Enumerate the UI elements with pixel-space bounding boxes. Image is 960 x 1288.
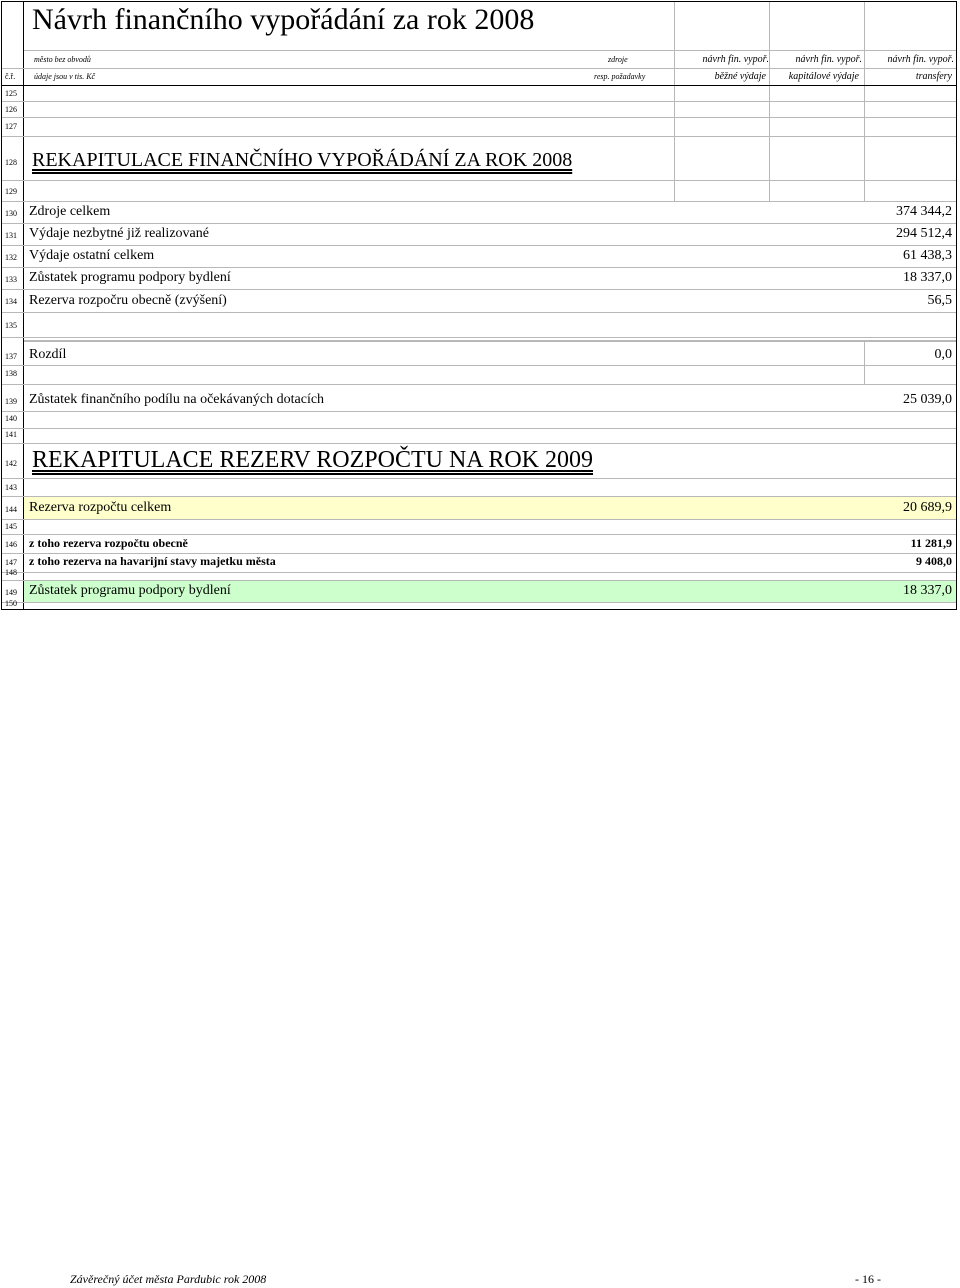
row-gridline — [2, 337, 956, 338]
row-gridline — [24, 50, 956, 51]
row-number: 146 — [5, 540, 17, 549]
row-gridline — [2, 223, 956, 224]
header-column-divider — [769, 2, 770, 202]
report-sheet — [1, 1, 957, 610]
row-gridline — [2, 312, 956, 313]
realized-expenses-value: 294 512,4 — [896, 226, 952, 241]
header-col-a-label: návrh fin. vypoř. — [702, 54, 769, 65]
row-number: 145 — [5, 522, 17, 531]
sources-total-label: Zdroje celkem — [29, 204, 111, 219]
row-number: 147 — [5, 558, 17, 567]
row-number: 143 — [5, 483, 17, 492]
row-number: 125 — [5, 89, 17, 98]
row-number: 141 — [5, 430, 17, 439]
header-city-label: město bez obvodů — [34, 55, 91, 64]
header-col-b-label: návrh fin. vypoř. — [795, 54, 862, 65]
row-number-column-divider — [23, 2, 24, 609]
section-heading-settlement: REKAPITULACE FINANČNÍHO VYPOŘÁDÁNÍ ZA ROK 2008 — [32, 149, 573, 171]
row-number: 127 — [5, 122, 17, 131]
row-number: 140 — [5, 414, 17, 423]
row-number: 142 — [5, 459, 17, 468]
row-number: 129 — [5, 187, 17, 196]
header-requests-label: resp. požadavky — [594, 72, 646, 81]
row-gridline — [2, 572, 956, 573]
grant-balance-value: 25 039,0 — [903, 392, 952, 407]
difference-label: Rozdíl — [29, 347, 67, 362]
row-number: 128 — [5, 158, 17, 167]
row-gridline — [2, 384, 956, 385]
row-gridline — [2, 602, 956, 603]
row-gridline — [2, 519, 956, 520]
row-gridline — [2, 411, 956, 412]
row-number: 131 — [5, 231, 17, 240]
header-col-c-label: návrh fin. vypoř. — [887, 54, 954, 65]
row-number: 144 — [5, 505, 17, 514]
header-transfers-label: transfery — [915, 71, 952, 82]
row-number: 130 — [5, 209, 17, 218]
total-reserve-value: 20 689,9 — [903, 500, 952, 515]
row-number: 139 — [5, 397, 17, 406]
total-reserve-label: Rezerva rozpočtu celkem — [29, 500, 172, 515]
row-gridline — [2, 180, 956, 181]
other-expenses-value: 61 438,3 — [903, 248, 952, 263]
housing-program-balance-value: 18 337,0 — [903, 270, 952, 285]
grant-balance-label: Zůstatek finančního podílu na očekávaných dotacích — [29, 392, 325, 407]
row-number: 126 — [5, 105, 17, 114]
header-column-divider — [864, 2, 865, 202]
header-row-number-label: č.ř. — [5, 72, 16, 81]
page-number: - 16 - — [855, 1272, 881, 1286]
general-reserve-increase-value: 56,5 — [927, 293, 952, 308]
header-sources-label: zdroje — [608, 55, 628, 64]
realized-expenses-label: Výdaje nezbytné již realizované — [29, 226, 209, 241]
row-gridline — [2, 136, 956, 137]
row-number: 132 — [5, 253, 17, 262]
emergency-reserve-value: 9 408,0 — [916, 554, 952, 568]
section-heading-reserves: REKAPITULACE REZERV ROZPOČTU NA ROK 2009 — [32, 447, 593, 473]
row-gridline — [2, 101, 956, 102]
header-current-expenses-label: běžné výdaje — [714, 71, 766, 82]
housing-program-balance-label: Zůstatek programu podpory bydlení — [29, 270, 231, 285]
row-number: 138 — [5, 369, 17, 378]
general-reserve-increase-label: Rezerva rozpočru obecně (zvýšení) — [29, 293, 227, 308]
housing-balance-label: Zůstatek programu podpory bydlení — [29, 583, 231, 598]
row-gridline — [2, 117, 956, 118]
header-units-label: údaje jsou v tis. Kč — [34, 72, 96, 81]
row-gridline — [2, 496, 956, 497]
row-number: 150 — [5, 599, 17, 608]
sources-total-value: 374 344,2 — [896, 204, 952, 219]
difference-value: 0,0 — [934, 347, 952, 362]
row-number: 135 — [5, 321, 17, 330]
row-gridline — [2, 478, 956, 479]
other-expenses-label: Výdaje ostatní celkem — [29, 248, 155, 263]
row-gridline — [2, 365, 956, 366]
row-number: 137 — [5, 352, 17, 361]
row-gridline — [2, 428, 956, 429]
row-number: 148 — [5, 568, 17, 577]
row-number: 133 — [5, 275, 17, 284]
header-capital-expenses-label: kapitálové výdaje — [788, 71, 859, 82]
header-column-divider — [674, 2, 675, 202]
row-gridline — [2, 267, 956, 268]
row-gridline — [2, 289, 956, 290]
general-reserve-label: z toho rezerva rozpočtu obecně — [29, 536, 188, 550]
row-gridline — [2, 245, 956, 246]
row-gridline — [2, 85, 956, 86]
row-number: 149 — [5, 588, 17, 597]
emergency-reserve-label: z toho rezerva na havarijní stavy majetku města — [29, 554, 276, 568]
row-gridline — [24, 340, 956, 342]
row-gridline — [2, 580, 956, 581]
general-reserve-value: 11 281,9 — [910, 536, 952, 550]
header-column-divider — [864, 340, 865, 384]
row-number: 134 — [5, 297, 17, 306]
row-gridline — [2, 443, 956, 444]
row-gridline — [2, 68, 956, 69]
footer-document-title: Závěrečný účet města Pardubic rok 2008 — [70, 1272, 267, 1286]
row-gridline — [2, 201, 956, 202]
page-title: Návrh finančního vypořádání za rok 2008 — [32, 3, 535, 36]
housing-balance-value: 18 337,0 — [903, 583, 952, 598]
row-gridline — [2, 534, 956, 535]
